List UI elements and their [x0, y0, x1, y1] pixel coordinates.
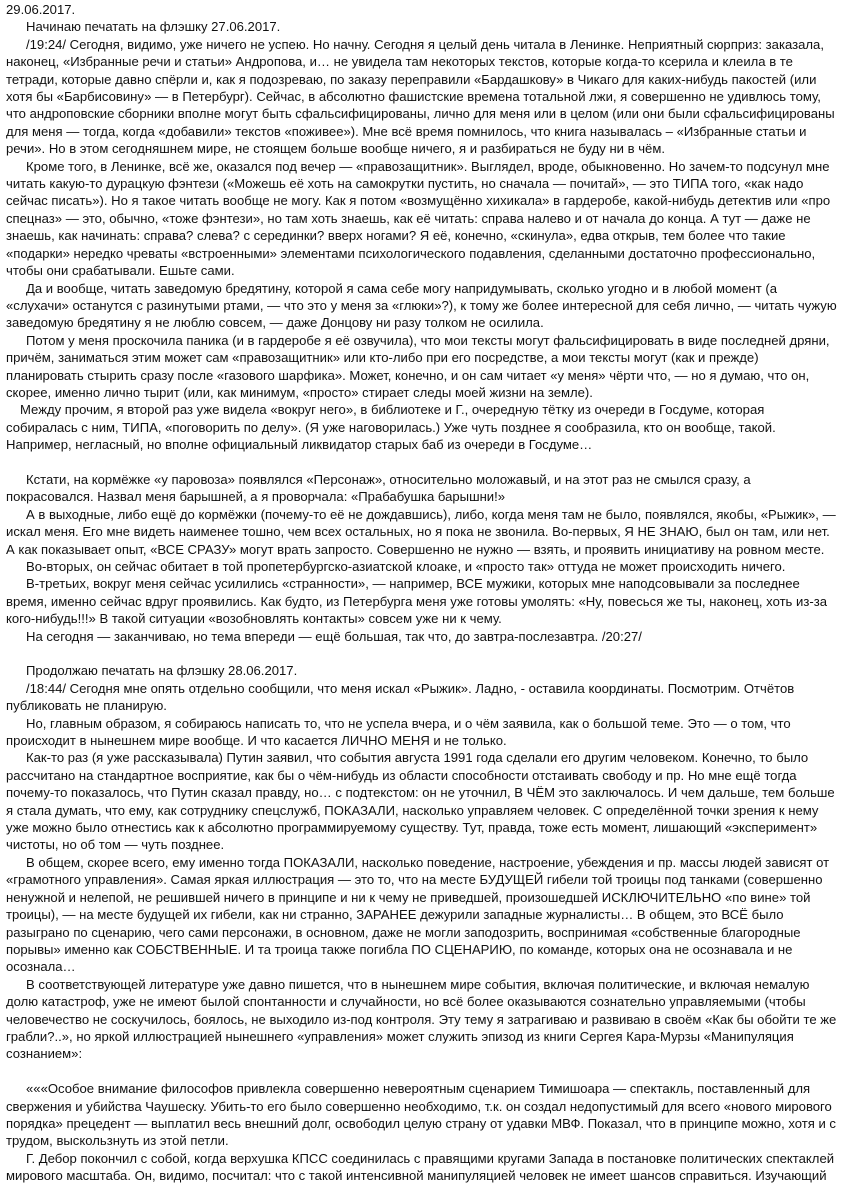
paragraph: Во-вторых, он сейчас обитает в той пропетербургско-азиатской клоаке, и «просто так» оттуда не может происходить ничего.: [26, 558, 786, 574]
paragraph: /18:44/ Сегодня мне опять отдельно сообщили, что меня искал «Рыжик». Ладно, - оставила координаты. Посмотрим. Отчётов публиковать не планирую.: [6, 680, 795, 714]
paragraph: Начинаю печатать на флэшку 27.06.2017.: [26, 19, 281, 35]
paragraph: Продолжаю печатать на флэшку 28.06.2017.: [26, 663, 298, 679]
paragraph: Кстати, на кормёжке «у паровоза» появлялся «Персонаж», относительно моложавый, и на этот раз не смылся сразу, а покрасовался. Назвал меня барышней, а я проворчала: «Прабабушка барышни!»: [6, 471, 751, 505]
paragraph: Да и вообще, читать заведомую бредятину, которой я сама себе могу напридумывать, сколько угодно и в любой момент (а «слухачи» останутся с разинутыми ртами, — что это у меня за «глюки»?), к тому же более интересной для себя лично, — читать чужую заведомую бредятину я не люблю совсем, — даже Донцову ни разу толком не осилила.: [6, 280, 837, 331]
paragraph: Между прочим, я второй раз уже видела «вокруг него», в библиотеке и Г., очередную тётку из очереди в Госдуме, которая собиралась с ним, ТИПА, «поговорить по делу». (Я уже наговорилась.) Уже чуть позднее я сообразила, кто он вообще, такой. Например, негласный, но вполне официальный ликвидатор старых баб из очереди в Госдуме…: [6, 402, 776, 453]
paragraph: «««Особое внимание философов привлекла совершенно невероятным сценарием Тимишоара — спектакль, поставленный для свержения и убийства Чаушеску. Убить-то его было совершенно необходимо, т.к. он создал недопустимый для всего «нового мирового порядка» прецедент — выплатил весь внешний долг, освободил целую страну от удавки МВФ. Показал, что в принципе можно, хотя и с трудом, выскользнуть из этой петли.: [6, 1081, 836, 1149]
paragraph: /19:24/ Сегодня, видимо, уже ничего не успею. Но начну. Сегодня я целый день читала в Ленинке. Неприятный сюрприз: заказала, наконец, «Избранные речи и статьи» Андропова, и… не увидела там некоторых текстов, которые когда-то ксерила и клеила в те тетради, которые давно спёрли и, как я подозреваю, по заказу переправили «Бардашкову» в Чикаго для каких-нибудь пакостей (или хотя бы «Барбисовину» — в Петербург). Сейчас, в абсолютно фашистские времена тотальной лжи, я совершенно не удивлюсь тому, что андроповские сборники вполне могут быть сфальсифицированы, лично для меня или в целом (или они были сфальсифицированы для меня — тогда, когда «добавили» текстов «поживее»). Мне всё время помнилось, что книга называлась – «Избранные статьи и речи». Но в этом сегодняшнем мире, не стоящем больше вообще ничего, я и разбираться не буду ни в чём.: [6, 36, 835, 157]
paragraph: Как-то раз (я уже рассказывала) Путин заявил, что события августа 1991 года сделали его другим человеком. Конечно, то было рассчитано на стандартное восприятие, как бы о чём-нибудь из области способности отстаивать свободу и пр. Но мне ещё тогда почему-то показалось, что Путин сказал правду, но… с подтекстом: он не уточнил, В ЧЁМ это заключалось. И чем дальше, тем больше я стала думать, что ему, как сотруднику спецслужб, ПОКАЗАЛИ, насколько управляем человек. С определённой точки зрения к нему уже можно было отнестись как к абсолютно программируемому существу. Тут, правда, тоже есть момент, лишающий «эксперимент» чистоты, но об том — чуть позднее.: [6, 750, 835, 853]
paragraph: В общем, скорее всего, ему именно тогда ПОКАЗАЛИ, насколько поведение, настроение, убеждения и пр. массы людей зависят от «грамотного управления». Самая яркая иллюстрация — это то, что на месте БУДУЩЕЙ гибели той троицы под танками (совершенно ненужной и нелепой, не решившей ничего в принципе и ни к чему не приведшей, произошедшей ИСКЛЮЧИТЕЛЬНО «по вине» той троицы), — на месте будущей их гибели, как ни странно, ЗАРАНЕЕ дежурили западные журналисты… В общем, это ВСЁ было разыграно по сценарию, чего сами персонажи, в основном, даже не могли заподозрить, воспринимая «собственные благородные порывы» именно как СОБСТВЕННЫЕ. И та троица также погибла ПО СЦЕНАРИЮ, по команде, которых она не осознавала и не осознала…: [6, 854, 830, 975]
document-body: [6, 1, 838, 1185]
paragraph: Но, главным образом, я собираюсь написать то, что не успела вчера, и о чём заявила, как о большой теме. Это — о том, что происходит в нынешнем мире вообще. И что касается ЛИЧНО МЕНЯ и не только.: [6, 715, 791, 749]
blank-line: [6, 454, 838, 471]
paragraph: В-третьих, вокруг меня сейчас усилились «странности», — например, ВСЕ мужики, которых мне наподсовывали за последнее время, именно сейчас вдруг проявились. Как будто, из Петербурга меня уже готовы умолять: «Ну, повесься же ты, наконец, хоть из-за кого-нибудь!!!» В такой ситуации «возобновлять контакты» совсем уже ни к чему.: [6, 576, 827, 627]
paragraph: Потом у меня проскочила паника (и в гардеробе я её озвучила), что мои тексты могут фальсифицировать в виде последней дряни, причём, заниматься этим может сам «правозащитник» или кто-либо при его посредстве, а мои тексты могут (как и прежде) планировать стырить сразу после «газового шарфика». Может, конечно, и он сам читает «у меня» чёрти что, — но я думаю, что он, скорее, именно лично тырит (или, как минимум, «просто» стирает следы моей жизни на земле).: [6, 332, 830, 400]
paragraph: А в выходные, либо ещё до кормёжки (почему-то её не дождавшись), либо, когда меня там не было, появлялся, якобы, «Рыжик», — искал меня. Его мне видеть наименее тошно, чем всех остальных, но я пока не звонила. Во-первых, Я НЕ ЗНАЮ, был он там, или нет. А как показывает опыт, «ВСЕ СРАЗУ» могут врать запросто. Совершенно не нужно — взять, и проявить инициативу на ровном месте.: [6, 506, 836, 557]
blank-line: [6, 645, 838, 662]
paragraph: 29.06.2017.: [6, 2, 76, 17]
paragraph: На сегодня — заканчиваю, но тема впереди — ещё большая, так что, до завтра-послезавтра. /20:27/: [26, 628, 642, 644]
blank-line: [6, 1063, 838, 1080]
paragraph: Г. Дебор покончил с собой, когда верхушка КПСС соединилась с правящими кругами Запада в постановке политических спектаклей мирового масштаба. Он, видимо, посчитал: что с такой интенсивной манипуляцией человек не имеет шансов справиться. Изучающий: [6, 1150, 835, 1184]
paragraph: Кроме того, в Ленинке, всё же, оказался под вечер — «правозащитник». Выглядел, вроде, обыкновенно. Но зачем-то подсунул мне читать какую-то дурацкую фэнтези («Можешь её хоть на самокрутки пустить, но сначала — почитай», — это ТИПА того, «как надо сейчас писать»). Но я такое читать вообще не могу. Как я потом «возмущённо хихикала» в гардеробе, какой-нибудь детектив или «про спецназ» — это, обычно, «тоже фэнтези», но там хоть знаешь, как её читать: справа налево и от начала до конца. А тут — даже не знаешь, как начинать: справа? слева? с серединки? вверх ногами? Я её, конечно, «скинула», едва открыв, тем более что такие «подарки» нередко чреваты «встроенными» элементами психологического подавления, сделанными достаточно профессионально, чтобы они срабатывали. Ешьте сами.: [6, 158, 831, 279]
paragraph: В соответствующей литературе уже давно пишется, что в нынешнем мире события, включая политические, и включая немалую долю катастроф, уже не имеют былой спонтанности и случайности, но всё более оказываются сознательно управляемыми (чтобы человечество не соскучилось, боялось, не выходило из-под контроля. Эту тему я затрагиваю и развиваю в своём «Как бы обойти те же грабли?..», но яркой иллюстрацией нынешнего «управления» может служить эпизод из книги Сергея Кара-Мурзы «Манипуляция сознанием»:: [6, 976, 837, 1062]
